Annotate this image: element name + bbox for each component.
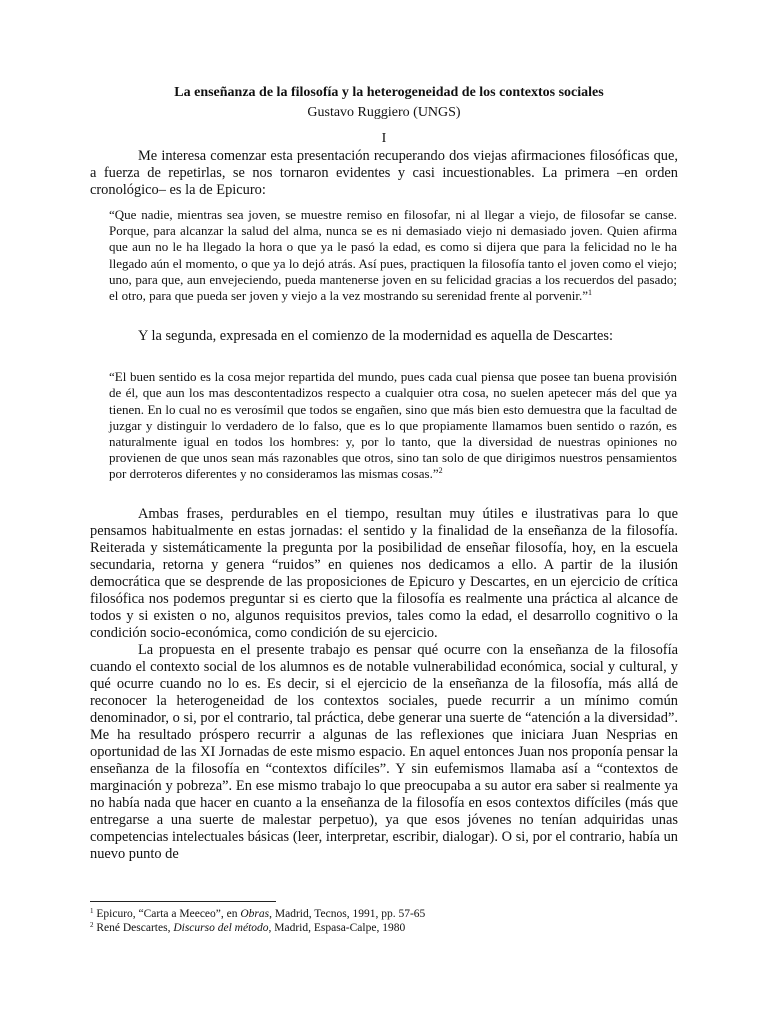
section-number: I <box>381 131 387 146</box>
footnote-2-text: René Descartes, <box>96 922 174 934</box>
footnote-2 <box>90 921 405 935</box>
footnote-divider <box>90 901 276 902</box>
footnote-1-text: Epicuro, “Carta a Meeceo”, en <box>96 908 241 920</box>
body-paragraph-1: Ambas frases, perdurables en el tiempo, resultan muy útiles e ilustrativas para lo que pensamos habitualmente en estas jornadas: el sentido y la finalidad de la enseñanza de la filosofía. Reiterada y sistemáticamente la pregunta por la posibilidad de enseñar filosofía, hoy, en la escuela secundaria, retorna y genera “ruidos” en quienes nos dedicamos a ello. A partir de la ilusión democrática que se desprende de las proposiciones de Epicuro y Descartes, en un ejercicio de crítica filosófica nos podemos preguntar si es cierto que la filosofía es realmente una práctica al alcance de todos y si existen o no, algunos requisitos previos, tales como la edad, el desarrollo cognitivo o la condición socio-económica, como condición de su ejercicio. <box>90 505 678 641</box>
footnote-ref-1: 1 <box>588 288 593 298</box>
second-statement: Y la segunda, expresada en el comienzo de la modernidad es aquella de Descartes: <box>138 328 613 345</box>
footnote-1-work: Obras <box>240 908 270 920</box>
descartes-quote <box>109 369 677 482</box>
descartes-quote-text: “El buen sentido es la cosa mejor repartida del mundo, pues cada cual piensa que posee tan buena provisión de él, que aun los mas descontentadizos respecto a cualquier otra cosa, no suelen apetecer más del que ya tienen. En lo cual no es verosímil que todos se engañen, sino que más bien esto demuestra que la facultad de juzgar y distinguir lo verdadero de lo falso, que es lo que propiamente llamamos buen sentido o razón, es naturalmente igual en todos los hombres: y, por lo tanto, que la diversidad de nuestras opiniones no provienen de que unos sean más razonables que otros, sino tan solo de que dirigimos nuestros pensamientos por derroteros diferentes y no consideramos las mismas cosas.” <box>109 369 677 482</box>
footnote-1 <box>90 907 425 921</box>
epicuro-quote-text: “Que nadie, mientras sea joven, se muestre remiso en filosofar, ni al llegar a viejo, de filosofar se canse. Porque, para alcanzar la salud del alma, nunca se es ni demasiado viejo ni demasiado joven. Quien afirma que aun no le ha llegado la hora o que ya le pasó la edad, es como si dijera que para la felicidad no le ha llegado aún el momento, o que ya lo dejó atrás. Así pues, practiquen la filosofía tanto el joven como el viejo; uno, para que, aun envejeciendo, pueda mantenerse joven en su felicidad gracias a los recuerdos del pasado; el otro, para que pueda ser joven y viejo a la vez mostrando su serenidad frente al porvenir.” <box>109 207 677 304</box>
document-title: La enseñanza de la filosofía y la heterogeneidad de los contextos sociales <box>174 85 604 100</box>
document-author: Gustavo Ruggiero (UNGS) <box>307 105 461 120</box>
footnote-2-work: Discurso del método <box>173 922 269 934</box>
footnote-ref-2: 2 <box>438 466 443 476</box>
footnote-2-publisher: , Madrid, Espasa-Calpe, 1980 <box>268 922 406 934</box>
epicuro-quote <box>109 207 677 304</box>
footnote-1-number: 1 <box>90 907 94 915</box>
footnote-2-number: 2 <box>90 921 94 929</box>
body-paragraph-2: La propuesta en el presente trabajo es pensar qué ocurre con la enseñanza de la filosofía cuando el contexto social de los alumnos es de notable vulnerabilidad económica, social y cultural, y qué ocurre cuando no lo es. Es decir, si el ejercicio de la enseñanza de la filosofía, más allá de reconocer la heterogeneidad de los contextos sociales, puede recurrir a un mínimo común denominador, o si, por el contrario, tal práctica, debe generar una suerte de “atención a la diversidad”. Me ha resultado próspero recurrir a algunas de las reflexiones que iniciara Juan Nesprias en oportunidad de las XI Jornadas de este mismo espacio. En aquel entonces Juan nos proponía pensar la enseñanza de la filosofía en “contextos difíciles”. Y sin eufemismos llamaba así a “contextos de marginación y pobreza”. En ese mismo trabajo lo que preocupaba a su autor era saber si realmente ya no había nada que hacer en cuanto a la enseñanza de la filosofía en esos contextos difíciles (más que entregarse a una suerte de malestar perpetuo), ya que esos jóvenes no tenían adquiridas unas competencias intelectuales básicas (leer, interpretar, escribir, dialogar). O si, por el contrario, había un nuevo punto de <box>90 641 678 862</box>
intro-paragraph: Me interesa comenzar esta presentación recuperando dos viejas afirmaciones filosóficas que, a fuerza de repetirlas, se nos tornaron evidentes y casi incuestionables. La primera –en orden cronológico– es la de Epicuro: <box>90 148 678 198</box>
footnote-1-publisher: , Madrid, Tecnos, 1991, pp. 57-65 <box>269 908 426 920</box>
document-page <box>90 85 678 863</box>
